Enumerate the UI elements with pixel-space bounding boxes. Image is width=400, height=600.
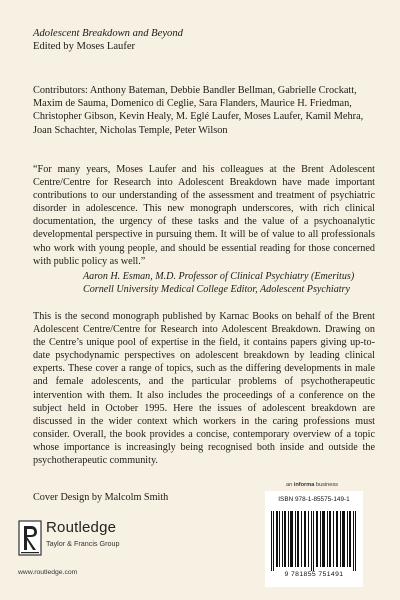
editor-line: Edited by Moses Laufer	[33, 41, 136, 52]
informa-brand: informa	[293, 482, 315, 488]
publisher-group: Taylor & Francis Group	[46, 539, 120, 548]
isbn-label: ISBN 978-1-85575-149-1	[278, 496, 350, 503]
informa-prefix: an	[286, 482, 293, 488]
cover-design-credit: Cover Design by Malcolm Smith	[33, 492, 169, 503]
isbn-barcode-block	[265, 491, 363, 587]
attribution-line-2: Cornell University Medical College Editor, Adolescent Psychiatry	[83, 284, 350, 296]
endorsement-quote: “For many years, Moses Laufer and his colleagues at the Brent Adolescent Centre/Centre for Research into Adolescent Breakdown have made important contributions to our understanding of the assessment and treatment of psychiatric disorder in adolescence. This new monograph underscores, with rich clinical documentation, the urgency of these tasks and the value of a psychoanalytic developmental perspective in pursuing them. It will be of value to all professionals who work with young people, and should be essential reading for those concerned with public policy as well.”	[33, 164, 375, 267]
book-title: Adolescent Breakdown and Beyond	[33, 28, 183, 39]
contributors-paragraph: Contributors: Anthony Bateman, Debbie Bandler Bellman, Gabrielle Crockatt, Maxim de Sauma, Domenico di Ceglie, Sara Flanders, Maurice H. Friedman, Christopher Gibson, Kevin Healy, M. Eglé Laufer, Moses Laufer, Kamil Mehra, Joan Schachter, Nicholas Temple, Peter Wilson	[33, 85, 364, 136]
barcode-digits: 9 781855 751491	[284, 571, 344, 578]
informa-business-tag	[286, 482, 338, 488]
barcode-image	[269, 511, 359, 571]
book-description: This is the second monograph published by Karnac Books on behalf of the Brent Adolescent Centre/Centre for Research into Adolescent Breakdown. Drawing on the Centre’s unique pool of expertise in the field, it contains papers giving up-to-date psychodynamic perspectives on adolescent breakdown by leading clinical experts. These cover a range of topics, such as the differing developments in male and female adolescents, and the particular problems of psychotherapeutic intervention with them. It also includes the proceedings of a conference on the subject held in October 1995. Here the issues of adolescent breakdown are discussed in the wider context which workers in the caring professions must consider. Overall, the book provides a concise, contemporary overview of a topic whose importance is increasingly being recognised both inside and outside the psychotherapeutic community.	[33, 311, 375, 467]
informa-suffix: business	[315, 482, 338, 488]
publisher-name: Routledge	[46, 519, 117, 536]
publisher-block	[18, 517, 168, 577]
quote-attribution	[83, 270, 373, 296]
routledge-r-logo-icon	[18, 520, 42, 556]
publisher-url: www.routledge.com	[18, 569, 78, 576]
title-block	[33, 27, 373, 53]
attribution-line-1: Aaron H. Esman, M.D. Professor of Clinical Psychiatry (Emeritus)	[83, 271, 355, 282]
